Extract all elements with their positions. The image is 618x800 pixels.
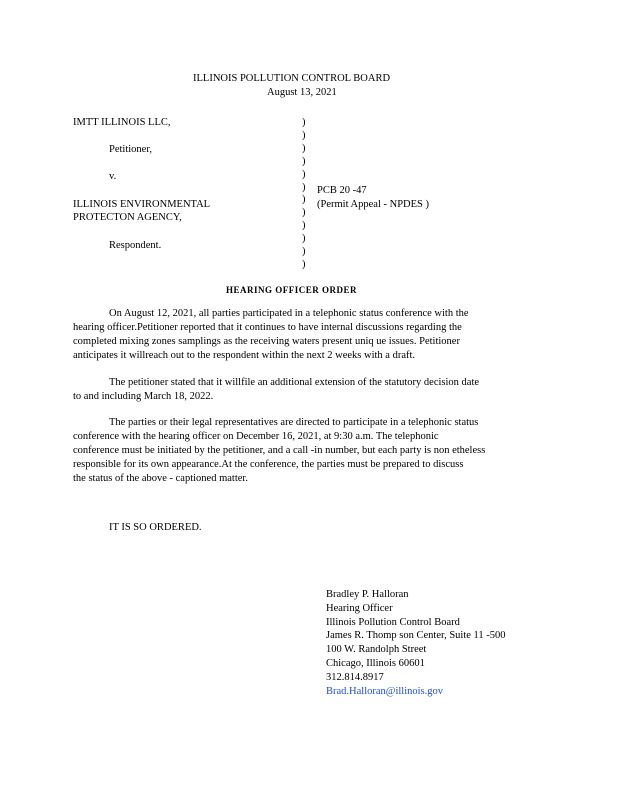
signer-email-link[interactable]: Brad.Halloran@illinois.gov	[326, 685, 443, 697]
order-title: HEARING OFFICER ORDER	[226, 285, 358, 295]
paragraph-2	[73, 376, 533, 404]
paren: )	[302, 194, 306, 206]
paren: )	[302, 220, 306, 232]
petitioner-name: IMTT ILLINOIS LLC,	[73, 117, 171, 128]
paren: )	[302, 233, 306, 245]
paragraph-line: the status of the above - captioned matter.	[73, 473, 248, 484]
petitioner-label: Petitioner,	[109, 144, 153, 155]
paren: )	[302, 129, 306, 141]
paren: )	[302, 207, 306, 219]
respondent-name-line1: ILLINOIS ENVIRONMENTAL	[73, 199, 211, 210]
paren: )	[302, 246, 306, 258]
respondent-label: Respondent.	[109, 240, 162, 251]
paragraph-line: responsible for its own appearance.At the conference, the parties must be prepared to discuss	[73, 459, 464, 470]
paren: )	[302, 168, 306, 180]
case-number: PCB 20 -47	[317, 185, 367, 196]
signer-address-line2: 100 W. Randolph Street	[326, 644, 427, 656]
paragraph-3	[73, 416, 533, 486]
paren: )	[302, 258, 306, 270]
closing-statement: IT IS SO ORDERED.	[109, 522, 202, 533]
paren: )	[302, 181, 306, 193]
paren: )	[302, 155, 306, 167]
paragraph-line: completed mixing zones samplings as the receiving waters present uniq ue issues. Petitioner	[73, 336, 460, 347]
signer-address-line1: James R. Thomp son Center, Suite 11 -500	[326, 630, 506, 642]
board-title: ILLINOIS POLLUTION CONTROL BOARD	[193, 73, 391, 84]
signer-title: Hearing Officer	[326, 602, 393, 614]
paragraph-line: anticipates it willreach out to the respondent within the next 2 weeks with a draft.	[73, 350, 416, 361]
order-date: August 13, 2021	[267, 87, 337, 98]
caption-parentheses	[302, 117, 306, 272]
case-type: (Permit Appeal - NPDES )	[317, 199, 429, 210]
signature-block	[326, 588, 506, 698]
paragraph-line: conference with the hearing officer on December 16, 2021, at 9:30 a.m. The telephonic	[73, 431, 439, 442]
paragraph-line: hearing officer.Petitioner reported that it continues to have internal discussions regarding the	[73, 322, 462, 333]
paragraph-line: The parties or their legal representatives are directed to participate in a telephonic status	[109, 417, 479, 428]
paren: )	[302, 117, 306, 128]
paragraph-line: On August 12, 2021, all parties participated in a telephonic status conference with the	[109, 308, 469, 319]
signer-organization: Illinois Pollution Control Board	[326, 616, 460, 628]
respondent-name-line2: PROTECTON AGENCY,	[73, 212, 182, 223]
paragraph-line: The petitioner stated that it willfile an additional extension of the statutory decision date	[109, 377, 480, 388]
paragraph-line: conference must be initiated by the petitioner, and a call -in number, but each party is non etheless	[73, 445, 486, 456]
signer-name: Bradley P. Halloran	[326, 589, 409, 600]
signer-city: Chicago, Illinois 60601	[326, 657, 425, 669]
signer-phone: 312.814.8917	[326, 671, 384, 683]
paragraph-line: to and including March 18, 2022.	[73, 391, 214, 402]
paren: )	[302, 142, 306, 154]
paragraph-1	[73, 307, 533, 363]
versus-label: v.	[109, 171, 117, 182]
